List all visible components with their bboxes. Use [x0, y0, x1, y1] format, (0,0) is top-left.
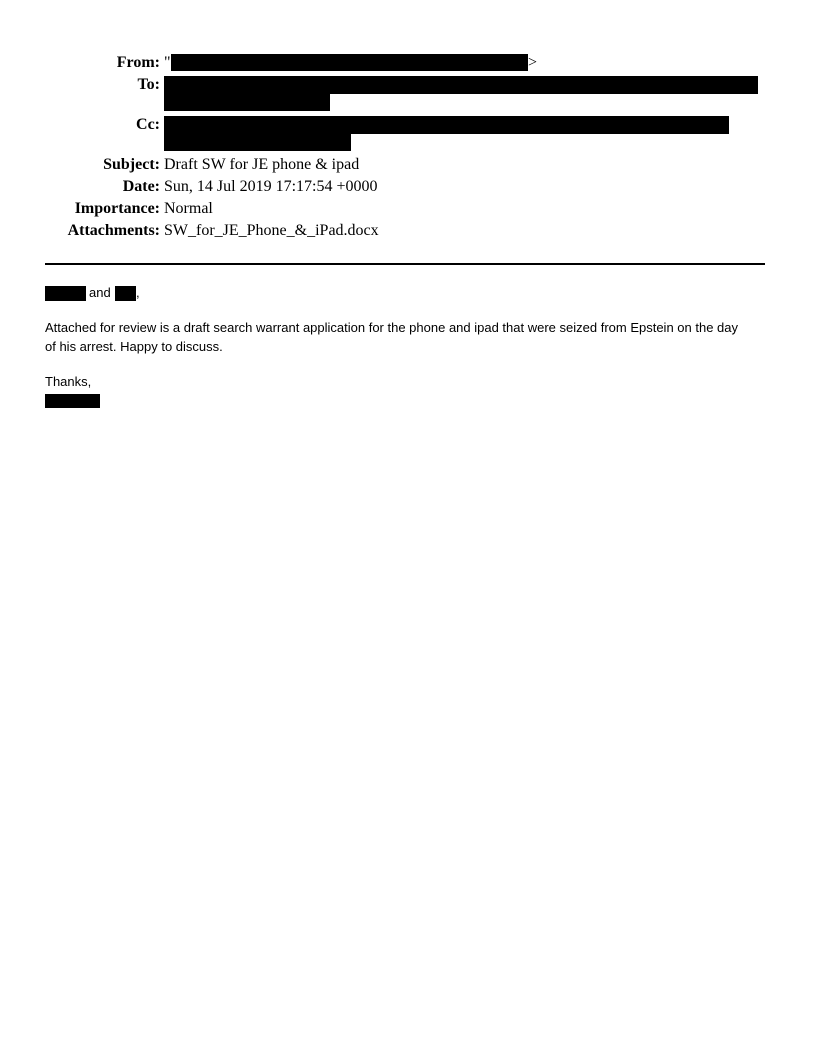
header-divider [45, 263, 765, 265]
cc-redaction-line2 [164, 134, 351, 151]
to-redaction-line1 [164, 76, 758, 94]
subject-value: Draft SW for JE phone & ipad [164, 156, 360, 173]
greeting-redaction-2 [115, 286, 136, 301]
body-paragraph-line2: of his arrest. Happy to discuss. [45, 339, 223, 354]
greeting-comma: , [136, 285, 140, 300]
to-label: To: [137, 76, 160, 93]
from-suffix: > [528, 54, 538, 71]
subject-label: Subject: [103, 156, 160, 173]
to-redaction-line2 [164, 94, 330, 111]
body-paragraph-line1: Attached for review is a draft search warrant application for the phone and ipad that were seized from Epstein on the day [45, 320, 739, 335]
cc-redaction-line1 [164, 116, 729, 134]
signature-redaction [45, 394, 100, 408]
greeting-and: and [89, 285, 111, 300]
attachment-filename: SW_for_JE_Phone_&_iPad.docx [164, 222, 379, 239]
from-prefix: " [164, 54, 171, 71]
attachments-label: Attachments: [67, 222, 160, 239]
greeting-redaction-1 [45, 286, 86, 301]
from-label: From: [116, 54, 160, 71]
cc-label: Cc: [136, 116, 160, 133]
importance-label: Importance: [74, 200, 160, 217]
from-redaction [171, 54, 528, 71]
importance-value: Normal [164, 200, 213, 217]
date-value: Sun, 14 Jul 2019 17:17:54 +0000 [164, 178, 378, 195]
closing-text: Thanks, [45, 374, 92, 389]
date-label: Date: [122, 178, 160, 195]
